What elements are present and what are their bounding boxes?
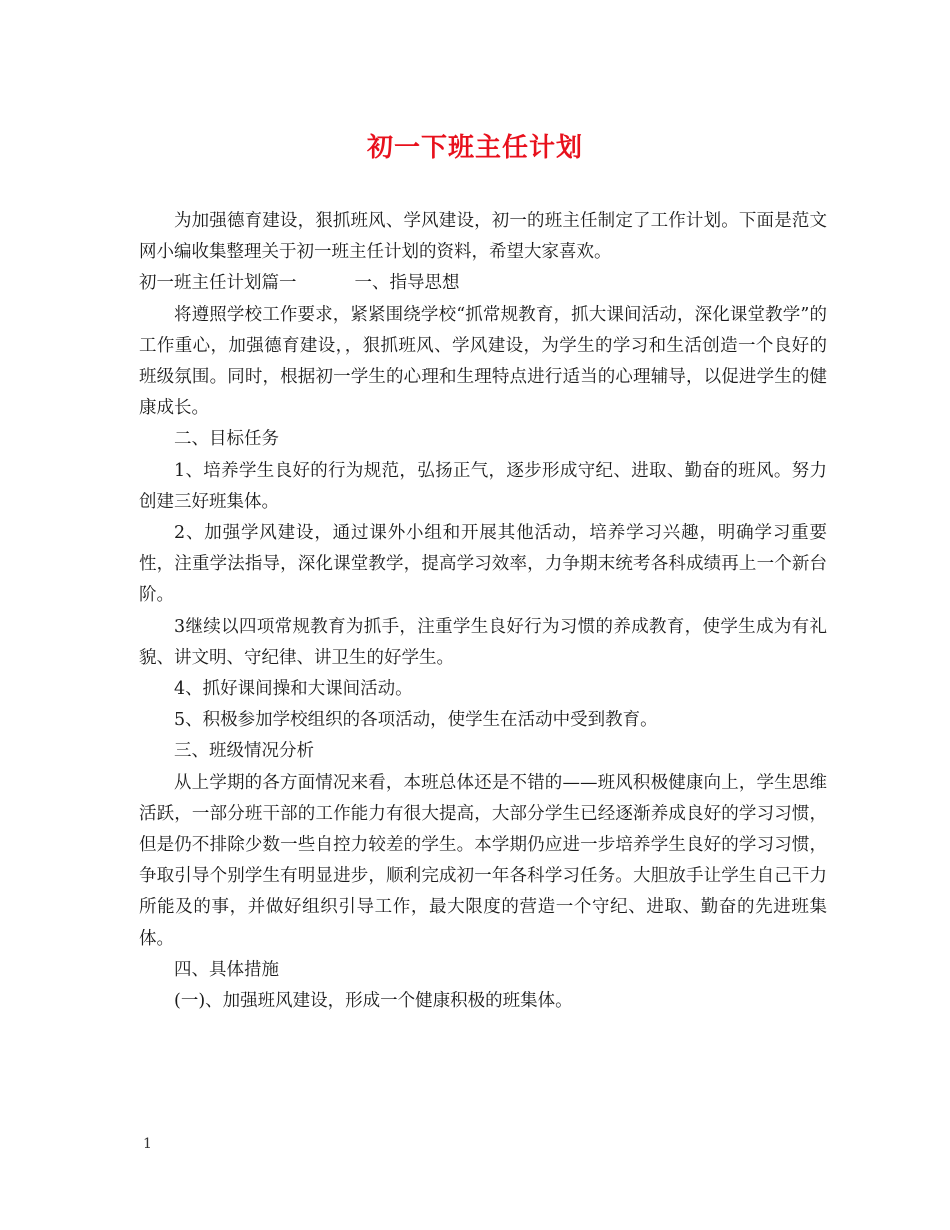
section-heading-line [139, 268, 827, 299]
goal-item-2: 2、加强学风建设，通过课外小组和开展其他活动，培养学习兴趣，明确学习重要性，注重学法指导，深化课堂教学，提高学习效率，力争期末统考各科成绩再上一个新台阶。 [139, 523, 827, 606]
heading-class-analysis: 三、班级情况分析 [174, 741, 314, 762]
document-title: 初一下班主任计划 [366, 133, 583, 163]
heading-specific-measures: 四、具体措施 [174, 959, 279, 980]
measure-item-1: (一)、加强班风建设，形成一个健康积极的班集体。 [174, 991, 573, 1012]
heading-goals: 二、目标任务 [174, 429, 279, 450]
goal-item-5: 5、积极参加学校组织的各项活动，使学生在活动中受到教育。 [174, 710, 658, 731]
goal-item-4: 4、抓好课间操和大课间活动。 [174, 679, 413, 700]
paragraph-class-analysis: 从上学期的各方面情况来看，本班总体还是不错的——班风积极健康向上，学生思维活跃，一部分班干部的工作能力有很大提高，大部分学生已经逐渐养成良好的学习习惯，但是仍不排除少数一些自控力较差的学生。本学期仍应进一步培养学生良好的学习习惯，争取引导个别学生有明显进步，顺利完成初一年各科学习任务。大胆放手让学生自己干力所能及的事，并做好组织引导工作，最大限度的营造一个守纪、进取、勤奋的先进班集体。 [139, 772, 827, 949]
paragraph-guiding-ideology: 将遵照学校工作要求，紧紧围绕学校“抓常规教育，抓大课间活动，深化课堂教学”的工作重心，加强德育建设，，狠抓班风、学风建设，为学生的学习和生活创造一个良好的班级氛围。同时，根据初一学生的心理和生理特点进行适当的心理辅导，以促进学生的健康成长。 [139, 304, 827, 419]
heading-guiding-ideology: 一、指导思想 [354, 273, 460, 294]
goal-item-3: 3继续以四项常规教育为抓手，注重学生良好行为习惯的养成教育，使学生成为有礼貌、讲文明、守纪律、讲卫生的好学生。 [139, 616, 827, 668]
section-label: 初一班主任计划篇一 [139, 273, 297, 294]
document-body [139, 206, 827, 1017]
goal-item-1: 1、培养学生良好的行为规范，弘扬正气，逐步形成守纪、进取、勤奋的班风。努力创建三好班集体。 [139, 460, 827, 512]
intro-paragraph: 为加强德育建设，狠抓班风、学风建设，初一的班主任制定了工作计划。下面是范文网小编收集整理关于初一班主任计划的资料，希望大家喜欢。 [139, 211, 827, 263]
page-number: 1 [143, 1136, 152, 1152]
